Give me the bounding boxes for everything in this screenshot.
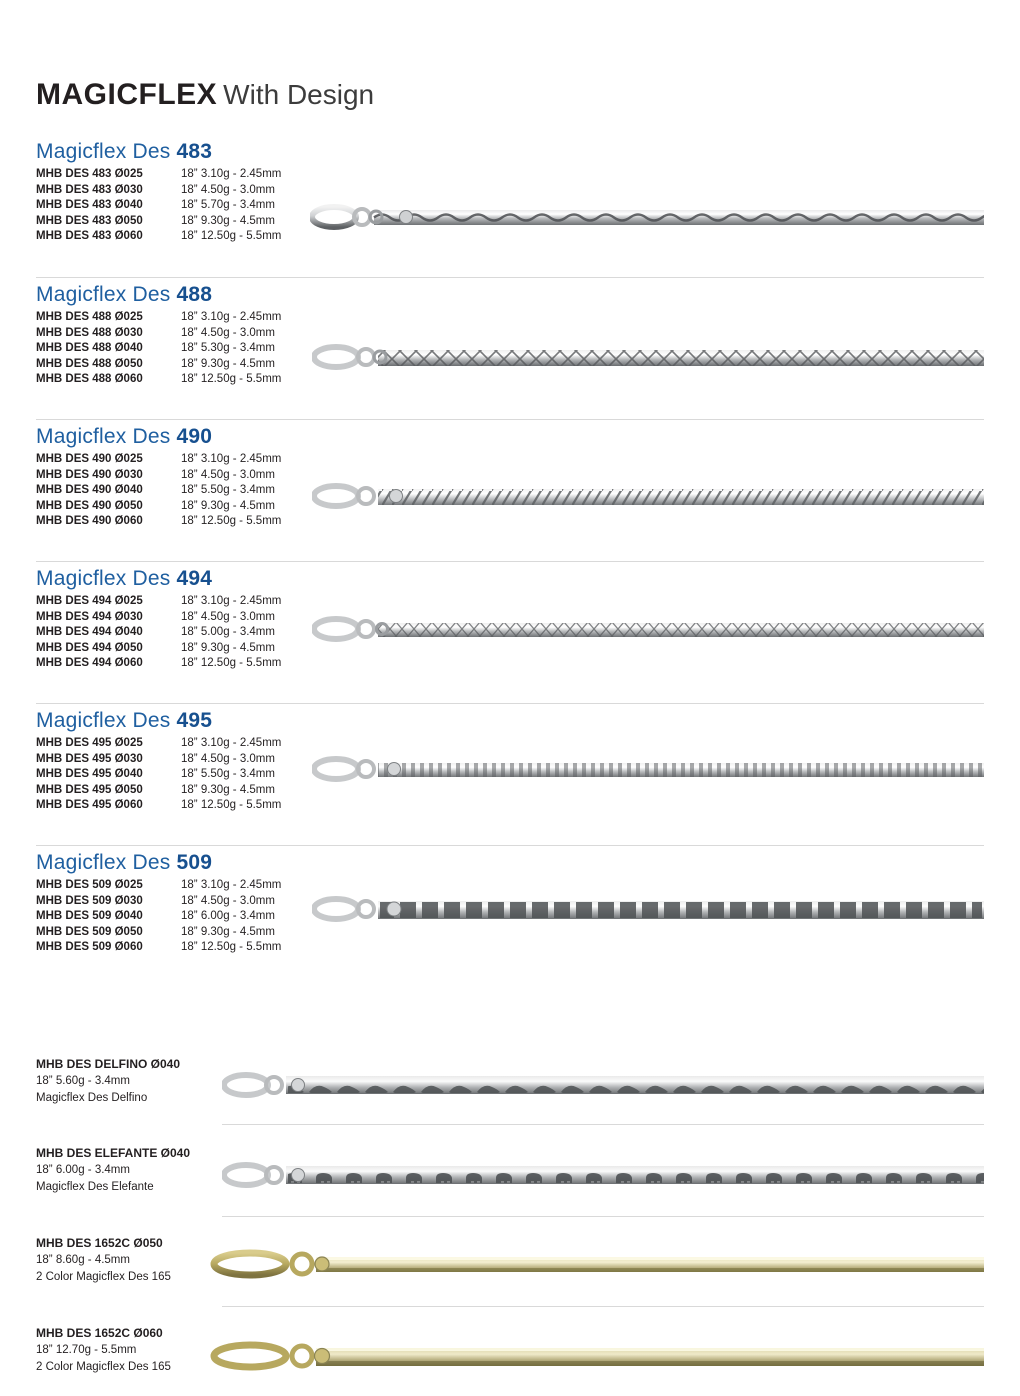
section-divider <box>36 703 984 704</box>
group-title <box>36 425 984 449</box>
spec-row <box>36 656 984 672</box>
item-description: Magicflex Des Delfino <box>36 1092 148 1104</box>
group-title <box>36 851 984 875</box>
product-item-1652c-060 <box>36 1325 984 1376</box>
spec-code: MHB DES 494 Ø030 <box>36 610 143 623</box>
group-title-prefix: Magicflex Des <box>36 140 177 163</box>
spec-row <box>36 752 984 768</box>
page-title <box>36 78 374 112</box>
group-title-prefix: Magicflex Des <box>36 425 177 448</box>
spec-measurement: 18” 4.50g - 3.0mm <box>181 326 275 339</box>
spec-code: MHB DES 488 Ø040 <box>36 342 143 354</box>
spec-measurement: 18” 4.50g - 3.0mm <box>181 752 275 765</box>
spec-row <box>36 925 984 941</box>
spec-measurement: 18” 9.30g - 4.5mm <box>181 499 275 512</box>
spec-code: MHB DES 483 Ø060 <box>36 230 143 242</box>
spec-code: MHB DES 488 Ø025 <box>36 311 143 323</box>
section-divider <box>36 419 984 420</box>
section-divider <box>222 1306 984 1307</box>
item-code: MHB DES 1652C Ø050 <box>36 1236 163 1250</box>
group-title-prefix: Magicflex Des <box>36 567 177 590</box>
spec-list <box>36 310 984 388</box>
spec-row <box>36 878 984 894</box>
page-title-brand: MAGICFLEX <box>36 78 218 111</box>
spec-row <box>36 326 984 342</box>
spec-row <box>36 372 984 388</box>
item-description: 2 Color Magicflex Des 165 <box>36 1361 171 1373</box>
spec-measurement: 18” 6.00g - 3.4mm <box>181 910 275 922</box>
group-title-number: 495 <box>176 709 213 732</box>
spec-measurement: 18” 5.50g - 3.4mm <box>181 768 275 780</box>
section-divider <box>222 1124 984 1125</box>
item-code: MHB DES ELEFANTE Ø040 <box>36 1146 191 1160</box>
product-group-494 <box>36 567 984 672</box>
section-divider <box>36 561 984 562</box>
spec-row <box>36 594 984 610</box>
spec-code: MHB DES 495 Ø050 <box>36 783 143 796</box>
group-title <box>36 709 984 733</box>
spec-code: MHB DES 495 Ø025 <box>36 737 143 749</box>
spec-code: MHB DES 495 Ø030 <box>36 752 143 765</box>
spec-row <box>36 909 984 925</box>
spec-measurement: 18” 9.30g - 4.5mm <box>181 783 275 796</box>
product-item-elefante <box>36 1145 984 1196</box>
spec-row <box>36 783 984 799</box>
spec-row <box>36 357 984 373</box>
group-title <box>36 567 984 591</box>
spec-measurement: 18” 5.70g - 3.4mm <box>181 199 275 211</box>
spec-row <box>36 736 984 752</box>
product-group-495 <box>36 709 984 814</box>
product-item-1652c-050 <box>36 1235 984 1286</box>
item-code: MHB DES 1652C Ø060 <box>36 1326 163 1340</box>
spec-code: MHB DES 490 Ø025 <box>36 453 143 465</box>
spec-code: MHB DES 494 Ø050 <box>36 641 143 654</box>
spec-row <box>36 183 984 199</box>
spec-row <box>36 341 984 357</box>
spec-row <box>36 499 984 515</box>
spec-code: MHB DES 490 Ø030 <box>36 468 143 481</box>
spec-code: MHB DES 494 Ø040 <box>36 626 143 638</box>
spec-list <box>36 167 984 245</box>
group-title <box>36 140 984 164</box>
group-title-number: 494 <box>176 567 213 590</box>
group-title-prefix: Magicflex Des <box>36 709 177 732</box>
section-divider <box>222 1216 984 1217</box>
item-description: 2 Color Magicflex Des 165 <box>36 1271 171 1283</box>
spec-code: MHB DES 483 Ø025 <box>36 168 143 180</box>
spec-measurement: 18” 9.30g - 4.5mm <box>181 925 275 938</box>
page-title-subtitle: With Design <box>223 79 375 110</box>
spec-code: MHB DES 509 Ø040 <box>36 910 143 922</box>
spec-code: MHB DES 483 Ø050 <box>36 214 143 227</box>
spec-row <box>36 798 984 814</box>
product-group-509 <box>36 851 984 956</box>
group-title-number: 490 <box>176 425 213 448</box>
spec-measurement: 18” 12.50g - 5.5mm <box>181 515 282 527</box>
spec-measurement: 18” 4.50g - 3.0mm <box>181 183 275 196</box>
group-title-number: 509 <box>176 851 213 874</box>
spec-measurement: 18” 3.10g - 2.45mm <box>181 879 282 891</box>
spec-list <box>36 878 984 956</box>
spec-code: MHB DES 509 Ø050 <box>36 925 143 938</box>
spec-measurement: 18” 4.50g - 3.0mm <box>181 894 275 907</box>
group-title-number: 488 <box>176 283 213 306</box>
product-group-483 <box>36 140 984 245</box>
spec-measurement: 18” 3.10g - 2.45mm <box>181 311 282 323</box>
spec-row <box>36 198 984 214</box>
spec-row <box>36 641 984 657</box>
spec-row <box>36 167 984 183</box>
spec-measurement: 18” 5.50g - 3.4mm <box>181 484 275 496</box>
spec-measurement: 18” 3.10g - 2.45mm <box>181 737 282 749</box>
spec-measurement: 18” 4.50g - 3.0mm <box>181 610 275 623</box>
spec-code: MHB DES 495 Ø060 <box>36 799 143 811</box>
item-code: MHB DES DELFINO Ø040 <box>36 1057 181 1071</box>
spec-row <box>36 452 984 468</box>
spec-row <box>36 894 984 910</box>
item-measurement: 18” 5.60g - 3.4mm <box>36 1075 130 1087</box>
spec-measurement: 18” 9.30g - 4.5mm <box>181 641 275 654</box>
spec-measurement: 18” 5.00g - 3.4mm <box>181 626 275 638</box>
spec-measurement: 18” 12.50g - 5.5mm <box>181 657 282 669</box>
spec-list <box>36 594 984 672</box>
spec-measurement: 18” 3.10g - 2.45mm <box>181 595 282 607</box>
spec-measurement: 18” 9.30g - 4.5mm <box>181 214 275 227</box>
spec-row <box>36 229 984 245</box>
item-measurement: 18” 6.00g - 3.4mm <box>36 1164 130 1176</box>
spec-code: MHB DES 490 Ø060 <box>36 515 143 527</box>
item-measurement: 18” 12.70g - 5.5mm <box>36 1344 137 1356</box>
product-item-delfino <box>36 1056 984 1107</box>
group-title-prefix: Magicflex Des <box>36 851 177 874</box>
item-measurement: 18” 8.60g - 4.5mm <box>36 1254 130 1266</box>
group-title <box>36 283 984 307</box>
item-description: Magicflex Des Elefante <box>36 1181 154 1193</box>
spec-measurement: 18” 9.30g - 4.5mm <box>181 357 275 370</box>
spec-code: MHB DES 509 Ø025 <box>36 879 143 891</box>
spec-code: MHB DES 490 Ø040 <box>36 484 143 496</box>
spec-measurement: 18” 12.50g - 5.5mm <box>181 799 282 811</box>
group-title-number: 483 <box>176 140 213 163</box>
spec-measurement: 18” 3.10g - 2.45mm <box>181 168 282 180</box>
product-group-488 <box>36 283 984 388</box>
product-group-490 <box>36 425 984 530</box>
spec-row <box>36 767 984 783</box>
spec-code: MHB DES 483 Ø030 <box>36 183 143 196</box>
spec-measurement: 18” 4.50g - 3.0mm <box>181 468 275 481</box>
spec-row <box>36 610 984 626</box>
section-divider <box>36 845 984 846</box>
spec-row <box>36 468 984 484</box>
spec-code: MHB DES 509 Ø060 <box>36 941 143 953</box>
spec-row <box>36 940 984 956</box>
spec-code: MHB DES 483 Ø040 <box>36 199 143 211</box>
spec-code: MHB DES 509 Ø030 <box>36 894 143 907</box>
section-divider <box>36 277 984 278</box>
spec-code: MHB DES 488 Ø030 <box>36 326 143 339</box>
spec-row <box>36 310 984 326</box>
spec-measurement: 18” 12.50g - 5.5mm <box>181 941 282 953</box>
spec-row <box>36 214 984 230</box>
spec-row <box>36 625 984 641</box>
spec-measurement: 18” 12.50g - 5.5mm <box>181 373 282 385</box>
spec-code: MHB DES 495 Ø040 <box>36 768 143 780</box>
spec-code: MHB DES 488 Ø060 <box>36 373 143 385</box>
spec-measurement: 18” 5.30g - 3.4mm <box>181 342 275 354</box>
spec-list <box>36 736 984 814</box>
spec-code: MHB DES 490 Ø050 <box>36 499 143 512</box>
spec-measurement: 18” 12.50g - 5.5mm <box>181 230 282 242</box>
spec-code: MHB DES 494 Ø060 <box>36 657 143 669</box>
spec-measurement: 18” 3.10g - 2.45mm <box>181 453 282 465</box>
spec-code: MHB DES 494 Ø025 <box>36 595 143 607</box>
spec-list <box>36 452 984 530</box>
spec-code: MHB DES 488 Ø050 <box>36 357 143 370</box>
spec-row <box>36 483 984 499</box>
spec-row <box>36 514 984 530</box>
group-title-prefix: Magicflex Des <box>36 283 177 306</box>
